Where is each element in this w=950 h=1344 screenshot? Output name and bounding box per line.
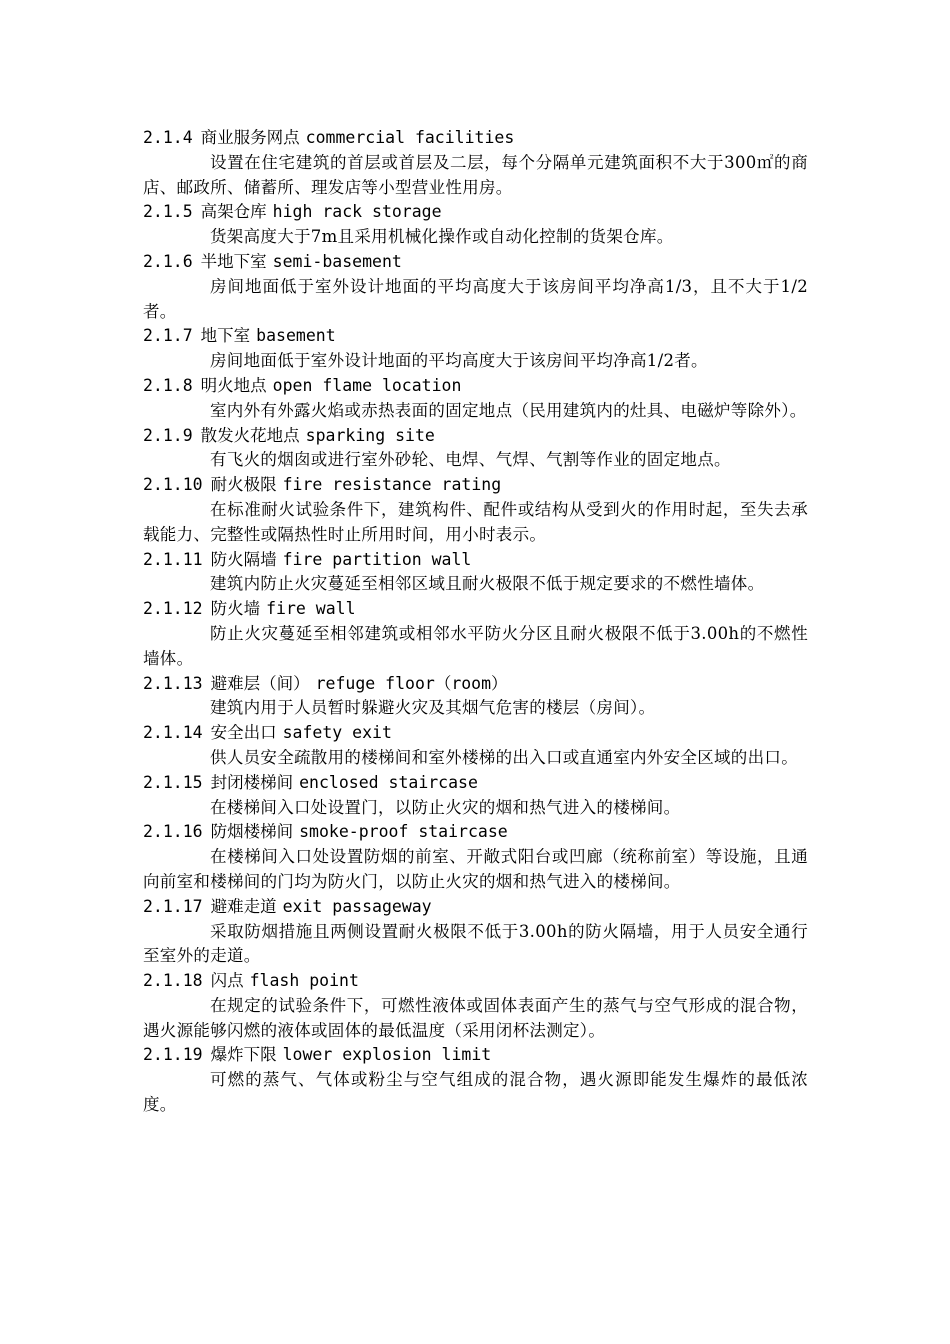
term-chinese: 防火隔墙 [210, 549, 277, 569]
term-chinese: 避难层（间） [210, 673, 310, 693]
term-chinese: 耐火极限 [210, 475, 277, 495]
term-entry [143, 969, 808, 1043]
term-definition: 供人员安全疏散用的楼梯间和室外楼梯的出入口或直通室内外安全区域的出口。 [210, 747, 798, 767]
term-definition: 房间地面低于室外设计地面的平均高度大于该房间平均净高1/2者。 [210, 351, 708, 371]
term-definition: 在规定的试验条件下，可燃性液体或固体表面产生的蒸气与空气形成的混合物，遇火源能够闪燃的液体或固体的最低温度（采用闭杯法测定）。 [143, 995, 808, 1040]
term-number: 2.1.10 [143, 475, 203, 495]
term-chinese: 爆炸下限 [210, 1045, 277, 1065]
term-english: semi-basement [272, 251, 402, 271]
term-entry [143, 374, 808, 424]
term-english: open flame location [272, 375, 462, 395]
term-chinese: 散发火花地点 [200, 425, 300, 445]
term-entry [143, 721, 808, 771]
term-english: exit passageway [282, 896, 432, 916]
term-entry [143, 895, 808, 969]
term-english: sparking site [305, 425, 435, 445]
term-chinese: 封闭楼梯间 [210, 772, 294, 792]
term-heading [143, 672, 808, 697]
term-entry [143, 597, 808, 671]
term-number: 2.1.5 [143, 202, 193, 222]
term-number: 2.1.18 [143, 971, 203, 991]
term-heading [143, 597, 808, 622]
term-chinese: 半地下室 [200, 251, 267, 271]
term-chinese: 防烟楼梯间 [210, 822, 294, 842]
term-entry [143, 1043, 808, 1117]
term-definition: 采取防烟措施且两侧设置耐火极限不低于3.00h的防火隔墙，用于人员安全通行至室外的走道。 [143, 921, 808, 966]
term-heading [143, 820, 808, 845]
term-entry [143, 672, 808, 722]
term-english: enclosed staircase [299, 772, 478, 792]
term-definition: 有飞火的烟囱或进行室外砂轮、电焊、气焊、气割等作业的固定地点。 [210, 450, 731, 470]
term-english: fire partition wall [282, 549, 472, 569]
term-heading [143, 771, 808, 796]
term-heading [143, 473, 808, 498]
term-chinese: 高架仓库 [200, 202, 267, 222]
term-chinese: 避难走道 [210, 896, 277, 916]
term-english: refuge floor（room） [315, 673, 508, 693]
term-english: commercial facilities [305, 128, 515, 147]
term-definition: 室内外有外露火焰或赤热表面的固定地点（民用建筑内的灶具、电磁炉等除外）。 [210, 400, 807, 420]
term-entry [143, 820, 808, 894]
term-entry [143, 250, 808, 324]
term-entry [143, 324, 808, 374]
term-chinese: 地下室 [200, 326, 251, 346]
term-entry [143, 200, 808, 250]
term-english: high rack storage [272, 202, 442, 222]
term-english: lower explosion limit [282, 1045, 492, 1065]
term-number: 2.1.6 [143, 251, 193, 271]
term-heading [143, 374, 808, 399]
term-entry [143, 771, 808, 821]
term-heading [143, 721, 808, 746]
term-definition: 货架高度大于7m且采用机械化操作或自动化控制的货架仓库。 [210, 227, 674, 247]
term-heading [143, 324, 808, 349]
term-number: 2.1.17 [143, 896, 203, 916]
term-number: 2.1.14 [143, 723, 203, 743]
term-english: flash point [249, 971, 359, 991]
term-entry [143, 126, 808, 200]
term-english: smoke-proof staircase [299, 822, 508, 842]
term-definition: 设置在住宅建筑的首层或首层及二层，每个分隔单元建筑面积不大于300㎡的商店、邮政所、储蓄所、理发店等小型营业性用房。 [143, 152, 808, 197]
term-definition: 在楼梯间入口处设置门，以防止火灾的烟和热气进入的楼梯间。 [210, 797, 681, 817]
term-heading [143, 1043, 808, 1068]
term-number: 2.1.15 [143, 772, 203, 792]
term-definition: 房间地面低于室外设计地面的平均高度大于该房间平均净高1/3，且不大于1/2者。 [143, 276, 808, 321]
term-definition: 在标准耐火试验条件下，建筑构件、配件或结构从受到火的作用时起，至失去承载能力、完整性或隔热性时止所用时间，用小时表示。 [143, 499, 808, 544]
term-heading [143, 200, 808, 225]
term-english: fire wall [266, 599, 356, 619]
term-number: 2.1.4 [143, 128, 193, 147]
term-chinese: 闪点 [210, 971, 244, 991]
term-english: basement [256, 326, 336, 346]
term-chinese: 明火地点 [200, 375, 267, 395]
term-chinese: 安全出口 [210, 723, 277, 743]
term-entry [143, 473, 808, 547]
term-number: 2.1.8 [143, 375, 193, 395]
term-number: 2.1.11 [143, 549, 203, 569]
term-heading [143, 126, 808, 151]
term-heading [143, 424, 808, 449]
term-number: 2.1.13 [143, 673, 203, 693]
term-definition: 防止火灾蔓延至相邻建筑或相邻水平防火分区且耐火极限不低于3.00h的不燃性墙体。 [143, 623, 808, 668]
term-chinese: 商业服务网点 [200, 128, 300, 147]
term-definition: 建筑内用于人员暂时躲避火灾及其烟气危害的楼层（房间）。 [210, 698, 656, 718]
term-number: 2.1.19 [143, 1045, 203, 1065]
document-page [143, 126, 808, 1118]
term-english: fire resistance rating [282, 475, 502, 495]
term-definition: 建筑内防止火灾蔓延至相邻区域且耐火极限不低于规定要求的不燃性墙体。 [210, 574, 765, 594]
term-chinese: 防火墙 [210, 599, 261, 619]
term-heading [143, 895, 808, 920]
term-number: 2.1.16 [143, 822, 203, 842]
term-english: safety exit [282, 723, 392, 743]
term-definition: 在楼梯间入口处设置防烟的前室、开敞式阳台或凹廊（统称前室）等设施，且通向前室和楼梯间的门均为防火门，以防止火灾的烟和热气进入的楼梯间。 [143, 847, 808, 891]
term-number: 2.1.9 [143, 425, 193, 445]
term-heading [143, 250, 808, 275]
term-entry [143, 548, 808, 598]
term-number: 2.1.7 [143, 326, 193, 346]
term-definition: 可燃的蒸气、气体或粉尘与空气组成的混合物，遇火源即能发生爆炸的最低浓度。 [143, 1070, 808, 1115]
term-entry [143, 424, 808, 474]
term-heading [143, 548, 808, 573]
term-heading [143, 969, 808, 994]
term-number: 2.1.12 [143, 599, 203, 619]
